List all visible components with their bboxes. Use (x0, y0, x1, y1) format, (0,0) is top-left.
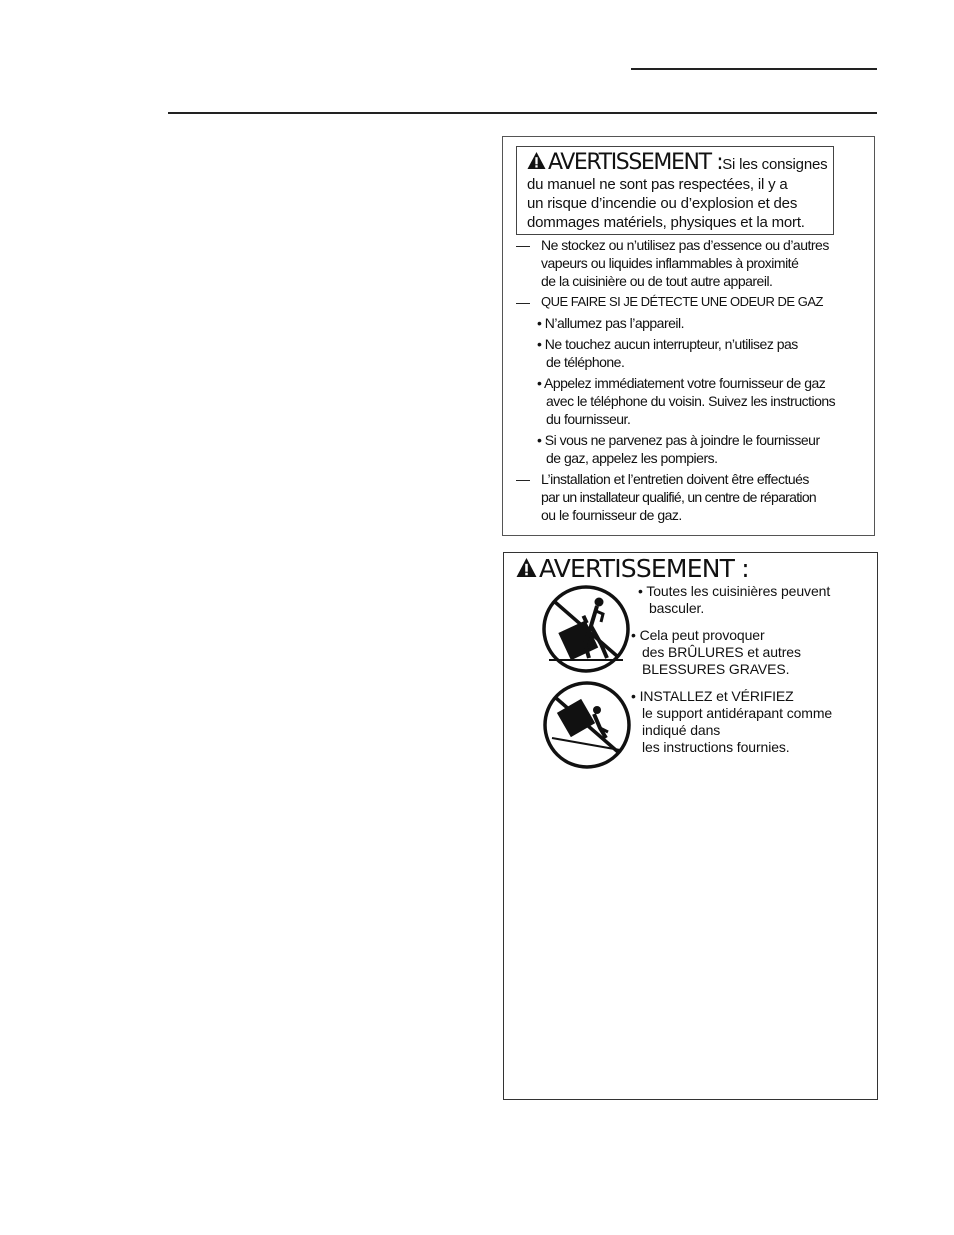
gas-warning-box (502, 136, 875, 536)
warning-heading-text: Si les consignes (722, 156, 828, 173)
bullet-line: avec le téléphone du voisin. Suivez les instructions (546, 393, 836, 409)
bullet-line: de téléphone. (546, 354, 625, 370)
tip-over-text-line: basculer. (649, 600, 705, 616)
tip-over-prohibited-icon (542, 680, 632, 770)
warning-text-line: dommages matériels, physiques et la mort. (527, 214, 805, 231)
warning-heading: AVERTISSEMENT : (548, 150, 723, 175)
tip-over-warning-box (503, 552, 878, 1100)
dash-marker: — (516, 237, 530, 253)
warning-heading-line (516, 554, 749, 583)
list-item-line: vapeurs ou liquides inflammables à proximité (541, 255, 799, 271)
bullet-line: • Ne touchez aucun interrupteur, n’utilisez pas (537, 336, 798, 352)
list-item-line: de la cuisinière ou de tout autre appareil. (541, 273, 773, 289)
tip-over-text-line: BLESSURES GRAVES. (642, 661, 790, 677)
warning-triangle-icon (516, 557, 537, 578)
tip-over-text-line: le support antidérapant comme (642, 705, 833, 721)
list-item-line: ou le fournisseur de gaz. (541, 507, 682, 523)
dash-marker: — (516, 471, 530, 487)
tip-over-text-line: les instructions fournies. (642, 739, 790, 755)
bullet-line: de gaz, appelez les pompiers. (546, 450, 718, 466)
bullet-line: • Appelez immédiatement votre fournisseur de gaz (537, 375, 826, 391)
gas-odor-heading: QUE FAIRE SI JE DÉTECTE UNE ODEUR DE GAZ (541, 294, 823, 309)
bullet-line: • N’allumez pas l’appareil. (537, 315, 685, 331)
bullet-line: du fournisseur. (546, 411, 631, 427)
warning-text-line: un risque d’incendie ou d’explosion et des (527, 195, 798, 212)
tip-over-text-line: • Toutes les cuisinières peuvent (638, 583, 831, 599)
tip-over-prohibited-icon (541, 584, 631, 674)
tip-over-text-line: indiqué dans (642, 722, 721, 738)
warning-text-line: du manuel ne sont pas respectées, il y a (527, 176, 788, 193)
warning-heading-line (527, 151, 833, 175)
warning-header-box (516, 146, 834, 235)
list-item-line: Ne stockez ou n’utilisez pas d’essence ou d’autres (541, 237, 829, 253)
list-item-line: L’installation et l’entretien doivent être effectués (541, 471, 809, 487)
warning-triangle-icon (527, 151, 546, 170)
tip-over-text-line: • INSTALLEZ et VÉRIFIEZ (631, 688, 794, 704)
bullet-line: • Si vous ne parvenez pas à joindre le fournisseur (537, 432, 820, 448)
header-rule (168, 112, 877, 114)
dash-marker: — (516, 294, 530, 310)
tip-over-text-line: • Cela peut provoquer (631, 627, 765, 643)
tip-over-text-line: des BRÛLURES et autres (642, 644, 801, 660)
list-item-line: par un installateur qualifié, un centre de réparation (541, 489, 816, 505)
warning-heading: AVERTISSEMENT : (539, 554, 749, 583)
header-rule-short (631, 68, 877, 70)
